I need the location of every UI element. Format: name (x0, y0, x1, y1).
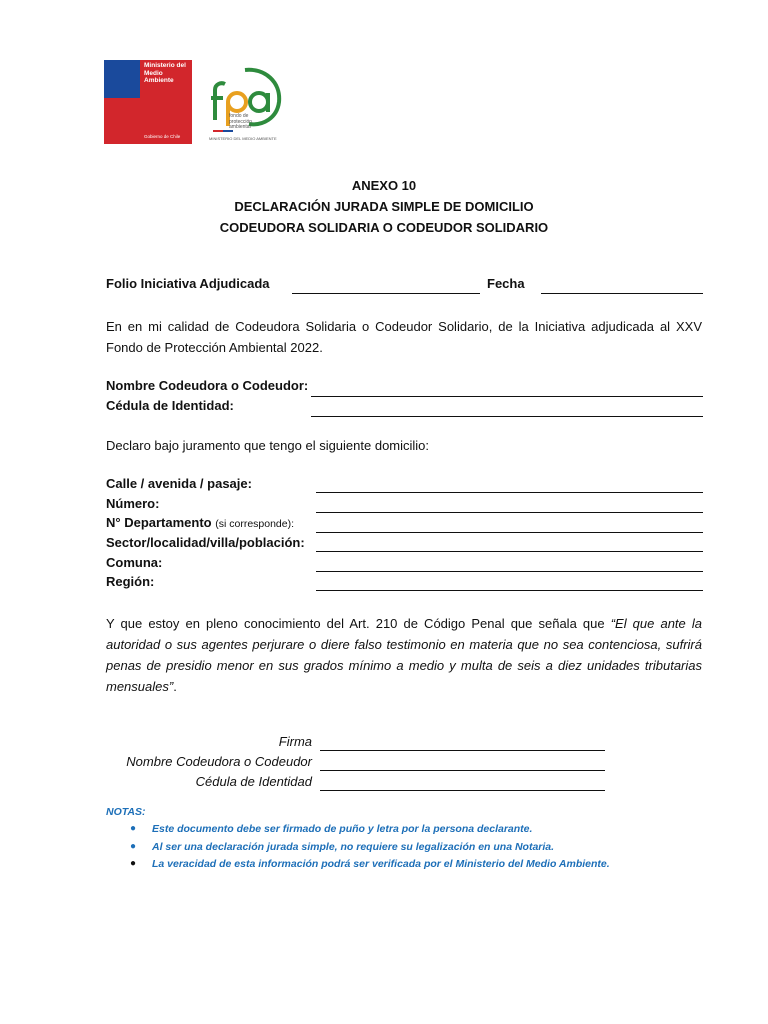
declaration-text: Declaro bajo juramento que tengo el siguiente domicilio: (106, 438, 430, 453)
fpa-logo (205, 60, 285, 144)
street-field[interactable] (316, 492, 703, 493)
codeudor-id-label: Cédula de Identidad: (106, 398, 234, 413)
fpa-logo-sub: fondo de protección ambiental (229, 113, 253, 130)
signature-name-field[interactable] (320, 770, 605, 771)
comuna-field[interactable] (316, 571, 703, 572)
signature-label: Firma (278, 734, 312, 749)
bullet-icon: ● (130, 823, 137, 834)
note-item: Este documento debe ser firmado de puño y letra por la persona declarante. (152, 823, 533, 835)
signature-id-label: Cédula de Identidad (195, 774, 312, 789)
document-title: DECLARACIÓN JURADA SIMPLE DE DOMICILIO (234, 199, 534, 214)
codeudor-name-field[interactable] (311, 396, 703, 397)
document-subtitle: CODEUDORA SOLIDARIA O CODEUDOR SOLIDARIO (219, 220, 549, 235)
legal-end: . (173, 679, 177, 694)
gobierno-logo-sub: Gobierno de Chile (144, 134, 181, 139)
department-note: (si corresponde): (215, 518, 295, 530)
sector-field[interactable] (316, 551, 703, 552)
region-field[interactable] (316, 590, 703, 591)
notes-title: NOTAS: (106, 806, 146, 818)
folio-label: Folio Iniciativa Adjudicada (106, 276, 270, 291)
sector-label: Sector/localidad/villa/población: (106, 535, 305, 550)
legal-text: Y que estoy en pleno conocimiento del Art. 210 de Código Penal que señala que (106, 616, 611, 631)
note-item: La veracidad de esta información podrá ser verificada por el Ministerio del Medio Ambiente. (152, 858, 610, 870)
fpa-logo-ministry: MINISTERIO DEL MEDIO AMBIENTE (209, 136, 277, 141)
signature-id-field[interactable] (320, 790, 605, 791)
signature-name-label: Nombre Codeudora o Codeudor (126, 754, 312, 769)
date-label: Fecha (487, 276, 525, 291)
codeudor-id-field[interactable] (311, 416, 703, 417)
number-field[interactable] (316, 512, 703, 513)
signature-field[interactable] (320, 750, 605, 751)
gobierno-logo (104, 60, 192, 144)
document-header (0, 175, 768, 238)
number-label: Número: (106, 496, 160, 511)
gobierno-logo-text: Ministerio del Medio Ambiente (144, 62, 186, 84)
folio-field[interactable] (292, 293, 480, 294)
region-label: Región: (106, 574, 155, 589)
street-label: Calle / avenida / pasaje: (106, 476, 252, 491)
annex-number: ANEXO 10 (351, 178, 417, 193)
intro-paragraph: En en mi calidad de Codeudora Solidaria o Codeudor Solidario, de la Iniciativa adjudicada al XXV Fondo de Protección Ambiental 2022. (106, 319, 702, 355)
legal-paragraph (106, 613, 702, 697)
department-field[interactable] (316, 532, 703, 533)
bullet-icon: ● (130, 841, 137, 852)
department-label: N° Departamento (si corresponde): (106, 515, 295, 530)
date-field[interactable] (541, 293, 703, 294)
legal-quote: “El que ante la autoridad o sus agentes perjurare o diere falso testimonio en materia que no sea contenciosa, sufrirá penas de presidio menor en sus grados mínimo a medio y multa de seis a diez unidades tributarias mensuales” (106, 616, 702, 694)
gobierno-flag (104, 60, 140, 144)
comuna-label: Comuna: (106, 555, 163, 570)
codeudor-name-label: Nombre Codeudora o Codeudor: (106, 378, 309, 393)
bullet-icon: ● (130, 858, 137, 869)
note-item: Al ser una declaración jurada simple, no requiere su legalización en una Notaria. (152, 841, 555, 853)
